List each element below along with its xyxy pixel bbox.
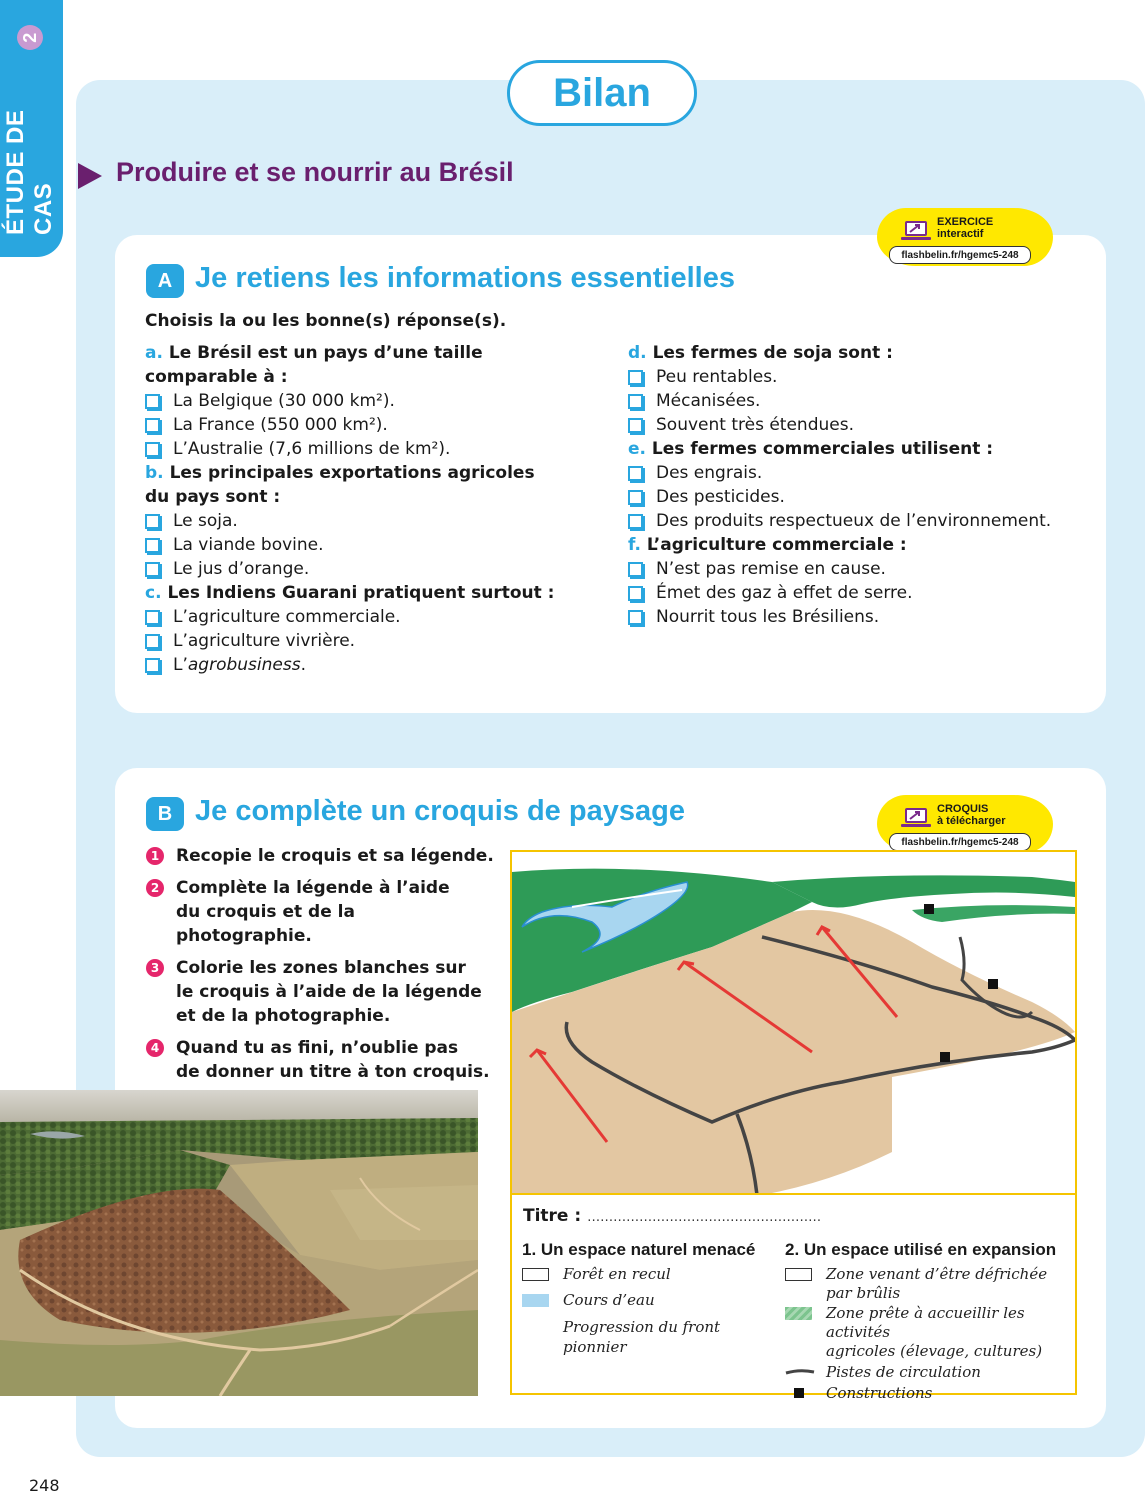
checkbox[interactable] [628, 586, 643, 601]
legend-swatch-constructions [785, 1388, 812, 1398]
option-checkbox[interactable]: L’Australie (7,6 millions de km²). [145, 437, 605, 461]
side-tab-number: 2 [17, 25, 43, 50]
exercise-link[interactable]: flashbelin.fr/hgemc5-248 [889, 246, 1031, 264]
question-c: c. Les Indiens Guarani pratiquent surtout : L’agriculture commerciale. L’agriculture vivrière. L’ agrobusiness . [145, 581, 605, 677]
checkbox[interactable] [628, 394, 643, 409]
option-checkbox[interactable]: Le jus d’orange. [145, 557, 605, 581]
step-1: 1 Recopie le croquis et sa légende. [146, 844, 496, 868]
checkbox[interactable] [145, 442, 160, 457]
page-number: 248 [29, 1476, 60, 1495]
checkbox[interactable] [145, 634, 160, 649]
checkbox[interactable] [145, 538, 160, 553]
legend-swatch-river [522, 1294, 549, 1307]
legend-swatch-cleared [785, 1268, 812, 1281]
sketch-title-field[interactable]: Titre : ……………………………………………… [523, 1206, 822, 1226]
checkbox[interactable] [628, 370, 643, 385]
questions-left-column [145, 341, 605, 677]
option-checkbox[interactable]: La viande bovine. [145, 533, 605, 557]
checkbox[interactable] [145, 658, 160, 673]
steps-list [146, 844, 496, 1092]
option-checkbox[interactable]: Peu rentables. [628, 365, 1088, 389]
laptop-icon [901, 807, 931, 829]
page-subtitle: Produire et se nourrir au Brésil [116, 157, 514, 187]
checkbox[interactable] [628, 418, 643, 433]
step-2: 2 Complète la légende à l’aide du croquis et de la photographie. [146, 876, 496, 948]
instruction: Choisis la ou les bonne(s) réponse(s). [145, 311, 507, 331]
option-checkbox[interactable]: Le soja. [145, 509, 605, 533]
checkbox[interactable] [628, 490, 643, 505]
checkbox[interactable] [145, 562, 160, 577]
option-checkbox[interactable]: Émet des gaz à effet de serre. [628, 581, 1088, 605]
aerial-photo-deforestation [0, 1090, 478, 1396]
question-d: d. Les fermes de soja sont : Peu rentables. Mécanisées. Souvent très étendues. [628, 341, 1088, 437]
option-checkbox[interactable]: L’agriculture vivrière. [145, 629, 605, 653]
section-b-badge: B [146, 797, 184, 831]
sketch-sticker-title: CROQUIS à télécharger [937, 803, 1006, 827]
option-checkbox[interactable]: Des produits respectueux de l’environnement. [628, 509, 1088, 533]
option-checkbox[interactable]: N’est pas remise en cause. [628, 557, 1088, 581]
checkbox[interactable] [145, 394, 160, 409]
section-a-badge: A [146, 264, 184, 298]
step-3: 3 Colorie les zones blanches sur le croquis à l’aide de la légende et de la photographie. [146, 956, 496, 1028]
checkbox[interactable] [628, 562, 643, 577]
side-tab-label [2, 25, 57, 235]
exercise-sticker-title: EXERCICE interactif [937, 216, 994, 240]
checkbox[interactable] [145, 610, 160, 625]
question-f: f. L’agriculture commerciale : N’est pas remise en cause. Émet des gaz à effet de serre. Nourrit tous les Brésiliens. [628, 533, 1088, 629]
question-b: b. Les principales exportations agricoles du pays sont : Le soja. La viande bovine. Le jus d’orange. [145, 461, 605, 581]
checkbox[interactable] [628, 514, 643, 529]
sketch-drawing [512, 852, 1075, 1195]
option-checkbox[interactable]: Mécanisées. [628, 389, 1088, 413]
legend-swatch-forest [522, 1268, 549, 1281]
sketch-download-link[interactable]: flashbelin.fr/hgemc5-248 [889, 833, 1031, 851]
option-checkbox[interactable]: Des engrais. [628, 461, 1088, 485]
option-checkbox[interactable]: L’ agrobusiness . [145, 653, 605, 677]
checkbox[interactable] [628, 466, 643, 481]
checkbox[interactable] [628, 610, 643, 625]
legend-natural-space: 1. Un espace naturel menacé Forêt en recul Cours d’eau Progression du front pionnier [522, 1240, 756, 1356]
legend-swatch-agricultural [785, 1307, 812, 1320]
legend-swatch-tracks [785, 1367, 815, 1377]
checkbox[interactable] [145, 418, 160, 433]
option-checkbox[interactable]: L’agriculture commerciale. [145, 605, 605, 629]
exercise-sticker[interactable] [877, 208, 1053, 266]
option-checkbox[interactable]: La Belgique (30 000 km²). [145, 389, 605, 413]
questions-right-column [628, 341, 1088, 629]
legend-used-space: 2. Un espace utilisé en expansion Zone venant d’être défrichée par brûlis Zone prête à accueillir les activités agricoles (élevage, cultures) Pistes de circulation Constructions [785, 1240, 1057, 1402]
section-b-title: Je complète un croquis de paysage [195, 795, 685, 827]
question-a: a. Le Brésil est un pays d’une taille comparable à : La Belgique (30 000 km²). La France (550 000 km²). L’Australie (7,6 millions de km²). [145, 341, 605, 461]
step-4: 4 Quand tu as fini, n’oublie pas de donner un titre à ton croquis. [146, 1036, 496, 1084]
question-e: e. Les fermes commerciales utilisent : Des engrais. Des pesticides. Des produits respectueux de l’environnement. [628, 437, 1088, 533]
option-checkbox[interactable]: Nourrit tous les Brésiliens. [628, 605, 1088, 629]
laptop-icon [901, 220, 931, 242]
option-checkbox[interactable]: Des pesticides. [628, 485, 1088, 509]
checkbox[interactable] [145, 514, 160, 529]
page-title: Bilan [507, 60, 697, 126]
play-arrow-icon [78, 163, 102, 189]
section-a-title: Je retiens les informations essentielles [195, 262, 735, 294]
side-tab-text: ÉTUDE DE CAS [2, 109, 57, 235]
sketch-download-sticker[interactable] [877, 795, 1053, 853]
option-checkbox[interactable]: Souvent très étendues. [628, 413, 1088, 437]
option-checkbox[interactable]: La France (550 000 km²). [145, 413, 605, 437]
